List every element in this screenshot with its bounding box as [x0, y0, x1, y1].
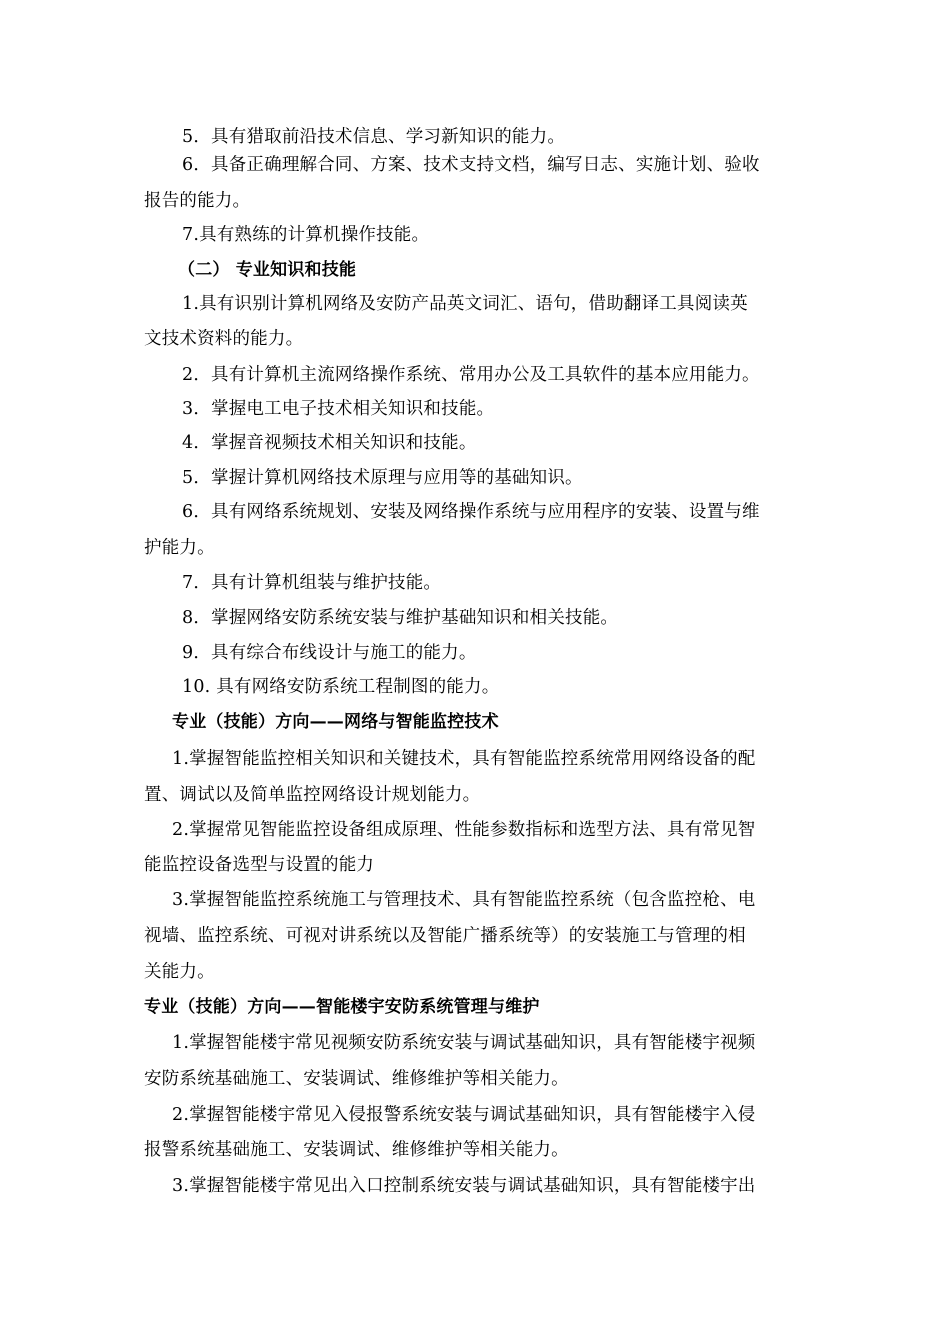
- text-line: 报告的能力。: [144, 191, 251, 211]
- text-line: 护能力。: [144, 538, 215, 558]
- text-line: 6．具有网络系统规划、安装及网络操作系统与应用程序的安装、设置与维: [182, 502, 760, 522]
- section-heading: 专业（技能）方向——智能楼宇安防系统管理与维护: [144, 997, 540, 1017]
- text-line: 3．掌握电工电子技术相关知识和技能。: [182, 399, 495, 419]
- text-line: 1.掌握智能楼宇常见视频安防系统安装与调试基础知识，具有智能楼宇视频: [172, 1033, 756, 1053]
- text-line: 视墙、监控系统、可视对讲系统以及智能广播系统等）的安装施工与管理的相: [144, 926, 746, 946]
- text-line: 5．掌握计算机网络技术原理与应用等的基础知识。: [182, 468, 583, 488]
- text-line: 能监控设备选型与设置的能力: [144, 855, 375, 875]
- text-line: 9．具有综合布线设计与施工的能力。: [182, 643, 477, 663]
- text-line: 8．掌握网络安防系统安装与维护基础知识和相关技能。: [182, 608, 619, 628]
- text-line: 关能力。: [144, 962, 215, 982]
- text-line: 7．具有计算机组装与维护技能。: [182, 573, 442, 593]
- text-line: 1.具有识别计算机网络及安防产品英文词汇、语句，借助翻译工具阅读英: [182, 294, 748, 314]
- text-line: 3.掌握智能楼宇常见出入口控制系统安装与调试基础知识，具有智能楼宇出: [172, 1176, 756, 1196]
- text-line: 报警系统基础施工、安装调试、维修维护等相关能力。: [144, 1140, 569, 1160]
- text-line: 置、调试以及简单监控网络设计规划能力。: [144, 785, 481, 805]
- text-line: 5．具有猎取前沿技术信息、学习新知识的能力。: [182, 127, 566, 147]
- text-line: 文技术资料的能力。: [144, 329, 304, 349]
- text-line: 2.掌握常见智能监控设备组成原理、性能参数指标和选型方法、具有常见智: [172, 820, 756, 840]
- text-line: 1.掌握智能监控相关知识和关键技术，具有智能监控系统常用网络设备的配: [172, 749, 756, 769]
- section-heading: （二） 专业知识和技能: [178, 260, 357, 280]
- text-line: 10. 具有网络安防系统工程制图的能力。: [182, 677, 500, 697]
- text-line: 6．具备正确理解合同、方案、技术支持文档，编写日志、实施计划、验收: [182, 155, 760, 175]
- text-line: 7.具有熟练的计算机操作技能。: [182, 225, 430, 245]
- text-line: 2．具有计算机主流网络操作系统、常用办公及工具软件的基本应用能力。: [182, 365, 760, 385]
- text-line: 2.掌握智能楼宇常见入侵报警系统安装与调试基础知识，具有智能楼宇入侵: [172, 1105, 756, 1125]
- section-heading: 专业（技能）方向——网络与智能监控技术: [172, 712, 499, 732]
- text-line: 3.掌握智能监控系统施工与管理技术、具有智能监控系统（包含监控枪、电: [172, 890, 756, 910]
- text-line: 安防系统基础施工、安装调试、维修维护等相关能力。: [144, 1069, 569, 1089]
- text-line: 4．掌握音视频技术相关知识和技能。: [182, 433, 477, 453]
